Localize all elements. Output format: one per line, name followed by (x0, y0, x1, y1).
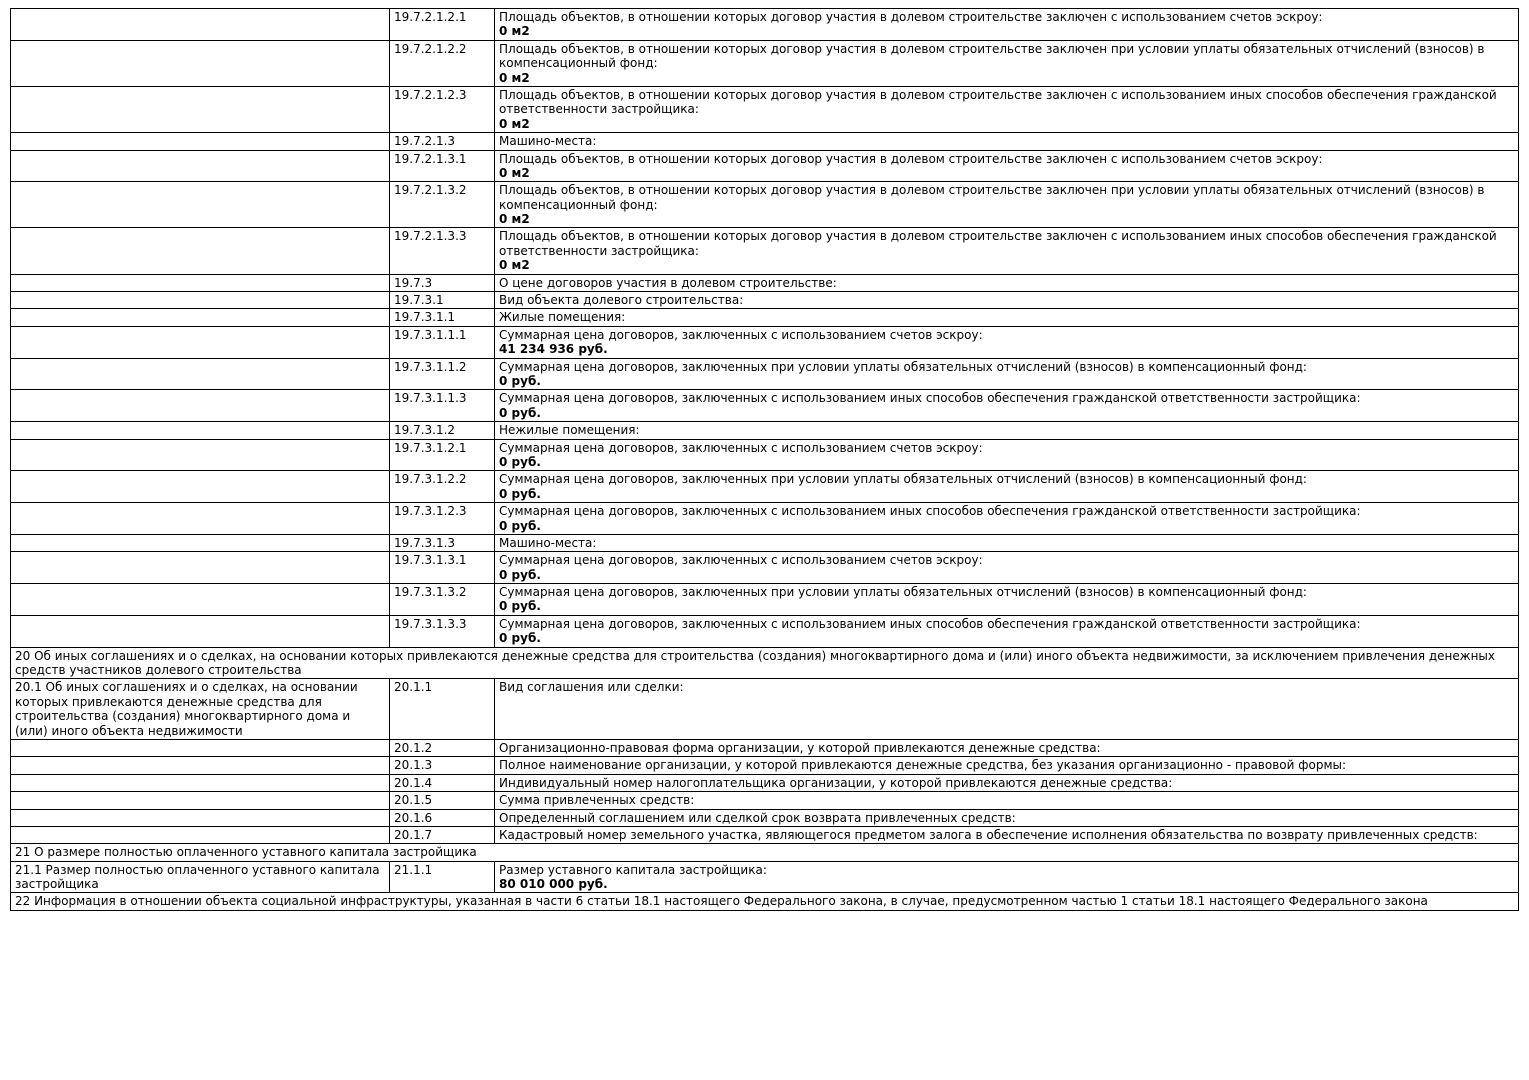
table-row (11, 861, 1519, 893)
row-description (495, 40, 1519, 86)
table-row (11, 552, 1519, 584)
row-description-text: Суммарная цена договоров, заключенных с использованием иных способов обеспечения гражданской ответственности застройщика: (499, 504, 1361, 519)
row-left-label (11, 326, 390, 358)
row-left-label (11, 615, 390, 647)
row-left-label (11, 358, 390, 390)
row-value: 0 м2 (499, 116, 530, 131)
row-left-label (11, 86, 390, 132)
row-description (495, 228, 1519, 274)
row-description-text: Сумма привлеченных средств: (499, 793, 695, 808)
table-row (11, 9, 1519, 41)
table-row (11, 757, 1519, 774)
row-left-label (11, 182, 390, 228)
row-description (495, 439, 1519, 471)
row-value: 0 м2 (499, 258, 530, 273)
row-description-text: Суммарная цена договоров, заключенных с использованием счетов эскроу: (499, 553, 983, 568)
row-value: 41 234 936 руб. (499, 342, 608, 357)
row-left-label (11, 809, 390, 826)
row-description-text: Вид объекта долевого строительства: (499, 293, 744, 308)
row-value: 0 руб. (499, 454, 541, 469)
row-description-text: Площадь объектов, в отношении которых договор участия в долевом строительстве заключен с использованием иных способов обеспечения гражданской ответственности застройщика: (499, 87, 1497, 117)
row-code: 20.1.6 (390, 809, 495, 826)
row-value: 0 руб. (499, 631, 541, 646)
row-code: 19.7.2.1.3 (390, 133, 495, 150)
row-code: 20.1.2 (390, 739, 495, 756)
row-left-label (11, 274, 390, 291)
row-description (495, 534, 1519, 551)
row-value: 0 м2 (499, 70, 530, 85)
row-description-text: Суммарная цена договоров, заключенных с использованием иных способов обеспечения гражданской ответственности застройщика: (499, 391, 1361, 406)
row-description-text: Машино-места: (499, 134, 597, 149)
row-code: 19.7.2.1.2.1 (390, 9, 495, 41)
row-code: 19.7.3.1.1.3 (390, 390, 495, 422)
row-description (495, 9, 1519, 41)
row-description (495, 774, 1519, 791)
table-row (11, 86, 1519, 132)
table-row (11, 679, 1519, 740)
row-left-label (11, 471, 390, 503)
section-row (11, 844, 1519, 861)
row-description-text: Суммарная цена договоров, заключенных при условии уплаты обязательных отчислений (взносов) в компенсационный фонд: (499, 359, 1307, 374)
row-left-label: 21.1 Размер полностью оплаченного уставного капитала застройщика (11, 861, 390, 893)
row-value: 0 руб. (499, 486, 541, 501)
row-code: 19.7.3.1.3.1 (390, 552, 495, 584)
section-title: 21 О размере полностью оплаченного уставного капитала застройщика (11, 844, 1519, 861)
row-description (495, 809, 1519, 826)
row-value: 0 руб. (499, 599, 541, 614)
row-left-label (11, 792, 390, 809)
row-code: 19.7.2.1.3.3 (390, 228, 495, 274)
table-row (11, 309, 1519, 326)
row-left-label: 20.1 Об иных соглашениях и о сделках, на основании которых привлекаются денежные средства для строительства (создания) многоквартирного дома и (или) иного объекта недвижимости (11, 679, 390, 740)
row-description-text: Суммарная цена договоров, заключенных при условии уплаты обязательных отчислений (взносов) в компенсационный фонд: (499, 585, 1307, 600)
row-description-text: Суммарная цена договоров, заключенных с использованием иных способов обеспечения гражданской ответственности застройщика: (499, 616, 1361, 631)
section-title: 22 Информация в отношении объекта социальной инфраструктуры, указанная в части 6 статьи 18.1 настоящего Федерального закона, в случае, предусмотренном частью 1 статьи 18.1 настоящего Федерального закона (11, 893, 1519, 910)
row-code: 19.7.3.1.1.1 (390, 326, 495, 358)
table-row (11, 182, 1519, 228)
row-code: 19.7.3.1.2.3 (390, 503, 495, 535)
table-row (11, 584, 1519, 616)
row-left-label (11, 552, 390, 584)
row-description (495, 739, 1519, 756)
table-row (11, 503, 1519, 535)
row-left-label (11, 150, 390, 182)
row-code: 19.7.2.1.2.2 (390, 40, 495, 86)
row-code: 19.7.3.1.3.3 (390, 615, 495, 647)
row-left-label (11, 826, 390, 843)
row-code: 19.7.3.1.2.2 (390, 471, 495, 503)
table-row (11, 774, 1519, 791)
row-description-text: Площадь объектов, в отношении которых договор участия в долевом строительстве заключен с использованием счетов эскроу: (499, 151, 1323, 166)
row-left-label (11, 133, 390, 150)
row-value: 80 010 000 руб. (499, 877, 608, 892)
row-value: 0 руб. (499, 567, 541, 582)
row-code: 19.7.2.1.2.3 (390, 86, 495, 132)
table-row (11, 422, 1519, 439)
row-description-text: Определенный соглашением или сделкой срок возврата привлеченных средств: (499, 810, 1016, 825)
row-description (495, 150, 1519, 182)
row-left-label (11, 503, 390, 535)
row-value: 0 руб. (499, 405, 541, 420)
row-description-text: Кадастровый номер земельного участка, являющегося предметом залога в обеспечение исполнения обязательства по возврату привлеченных средств: (499, 827, 1478, 842)
row-description-text: Площадь объектов, в отношении которых договор участия в долевом строительстве заключен при условии уплаты обязательных отчислений (взносов) в компенсационный фонд: (499, 183, 1485, 212)
row-description-text: Площадь объектов, в отношении которых договор участия в долевом строительстве заключен при условии уплаты обязательных отчислений (взносов) в компенсационный фонд: (499, 41, 1485, 71)
row-code: 20.1.7 (390, 826, 495, 843)
row-description (495, 390, 1519, 422)
table-row (11, 358, 1519, 390)
row-code: 19.7.3.1.3 (390, 534, 495, 551)
row-description-text: Машино-места: (499, 535, 597, 550)
row-description-text: Площадь объектов, в отношении которых договор участия в долевом строительстве заключен с использованием счетов эскроу: (499, 10, 1323, 24)
row-left-label (11, 228, 390, 274)
declaration-table-body (11, 9, 1519, 911)
row-value: 0 м2 (499, 212, 530, 227)
table-row (11, 228, 1519, 274)
table-row (11, 792, 1519, 809)
row-code: 19.7.2.1.3.2 (390, 182, 495, 228)
row-left-label (11, 292, 390, 309)
row-description (495, 757, 1519, 774)
row-description (495, 679, 1519, 740)
row-description-text: Площадь объектов, в отношении которых договор участия в долевом строительстве заключен с использованием иных способов обеспечения гражданской ответственности застройщика: (499, 229, 1497, 258)
row-left-label (11, 40, 390, 86)
row-left-label (11, 534, 390, 551)
table-row (11, 534, 1519, 551)
table-row (11, 150, 1519, 182)
row-description (495, 861, 1519, 893)
section-row (11, 647, 1519, 679)
row-description (495, 274, 1519, 291)
table-row (11, 826, 1519, 843)
row-description (495, 826, 1519, 843)
table-row (11, 133, 1519, 150)
declaration-table (10, 8, 1519, 911)
row-left-label (11, 9, 390, 41)
row-description-text: Нежилые помещения: (499, 423, 640, 438)
row-value: 0 м2 (499, 165, 530, 180)
table-row (11, 40, 1519, 86)
row-left-label (11, 584, 390, 616)
row-description (495, 584, 1519, 616)
row-code: 19.7.3.1.3.2 (390, 584, 495, 616)
row-description-text: Жилые помещения: (499, 310, 626, 325)
row-code: 20.1.1 (390, 679, 495, 740)
row-description (495, 133, 1519, 150)
table-row (11, 471, 1519, 503)
section-title: 20 Об иных соглашениях и о сделках, на основании которых привлекаются денежные средства для строительства (создания) многоквартирного дома и (или) иного объекта недвижимости, за исключением привлечения денежных средств участников долевого строительства (11, 647, 1519, 679)
section-row (11, 893, 1519, 910)
row-left-label (11, 757, 390, 774)
row-code: 21.1.1 (390, 861, 495, 893)
row-code: 19.7.3.1.1 (390, 309, 495, 326)
row-code: 20.1.4 (390, 774, 495, 791)
row-description (495, 358, 1519, 390)
row-description (495, 422, 1519, 439)
row-description-text: Суммарная цена договоров, заключенных при условии уплаты обязательных отчислений (взносов) в компенсационный фонд: (499, 472, 1307, 487)
row-description-text: Индивидуальный номер налогоплательщика организации, у которой привлекаются денежные средства: (499, 775, 1173, 790)
row-description (495, 292, 1519, 309)
row-value: 0 руб. (499, 518, 541, 533)
row-description (495, 326, 1519, 358)
row-description (495, 792, 1519, 809)
row-code: 19.7.3.1.1.2 (390, 358, 495, 390)
table-row (11, 809, 1519, 826)
row-description-text: Суммарная цена договоров, заключенных с использованием счетов эскроу: (499, 440, 983, 455)
row-description (495, 503, 1519, 535)
table-row (11, 439, 1519, 471)
row-description (495, 309, 1519, 326)
row-left-label (11, 390, 390, 422)
row-description (495, 182, 1519, 228)
table-row (11, 292, 1519, 309)
row-left-label (11, 439, 390, 471)
row-value: 0 руб. (499, 373, 541, 388)
table-row (11, 739, 1519, 756)
row-left-label (11, 774, 390, 791)
row-description-text: Полное наименование организации, у которой привлекаются денежные средства, без указания организационно - правовой формы: (499, 758, 1347, 773)
row-left-label (11, 422, 390, 439)
row-description (495, 471, 1519, 503)
row-description (495, 552, 1519, 584)
row-value: 0 м2 (499, 24, 530, 39)
row-description-text: Вид соглашения или сделки: (499, 680, 684, 695)
row-code: 19.7.3.1 (390, 292, 495, 309)
row-left-label (11, 309, 390, 326)
row-description-text: Организационно-правовая форма организации, у которой привлекаются денежные средства: (499, 740, 1101, 755)
row-code: 19.7.3.1.2.1 (390, 439, 495, 471)
row-description (495, 615, 1519, 647)
row-description-text: Размер уставного капитала застройщика: (499, 862, 767, 877)
table-row (11, 326, 1519, 358)
row-left-label (11, 739, 390, 756)
row-code: 20.1.3 (390, 757, 495, 774)
row-code: 19.7.3 (390, 274, 495, 291)
row-description-text: О цене договоров участия в долевом строительстве: (499, 275, 837, 290)
row-code: 19.7.2.1.3.1 (390, 150, 495, 182)
table-row (11, 615, 1519, 647)
row-description (495, 86, 1519, 132)
row-description-text: Суммарная цена договоров, заключенных с использованием счетов эскроу: (499, 327, 983, 342)
row-code: 19.7.3.1.2 (390, 422, 495, 439)
row-code: 20.1.5 (390, 792, 495, 809)
table-row (11, 274, 1519, 291)
table-row (11, 390, 1519, 422)
